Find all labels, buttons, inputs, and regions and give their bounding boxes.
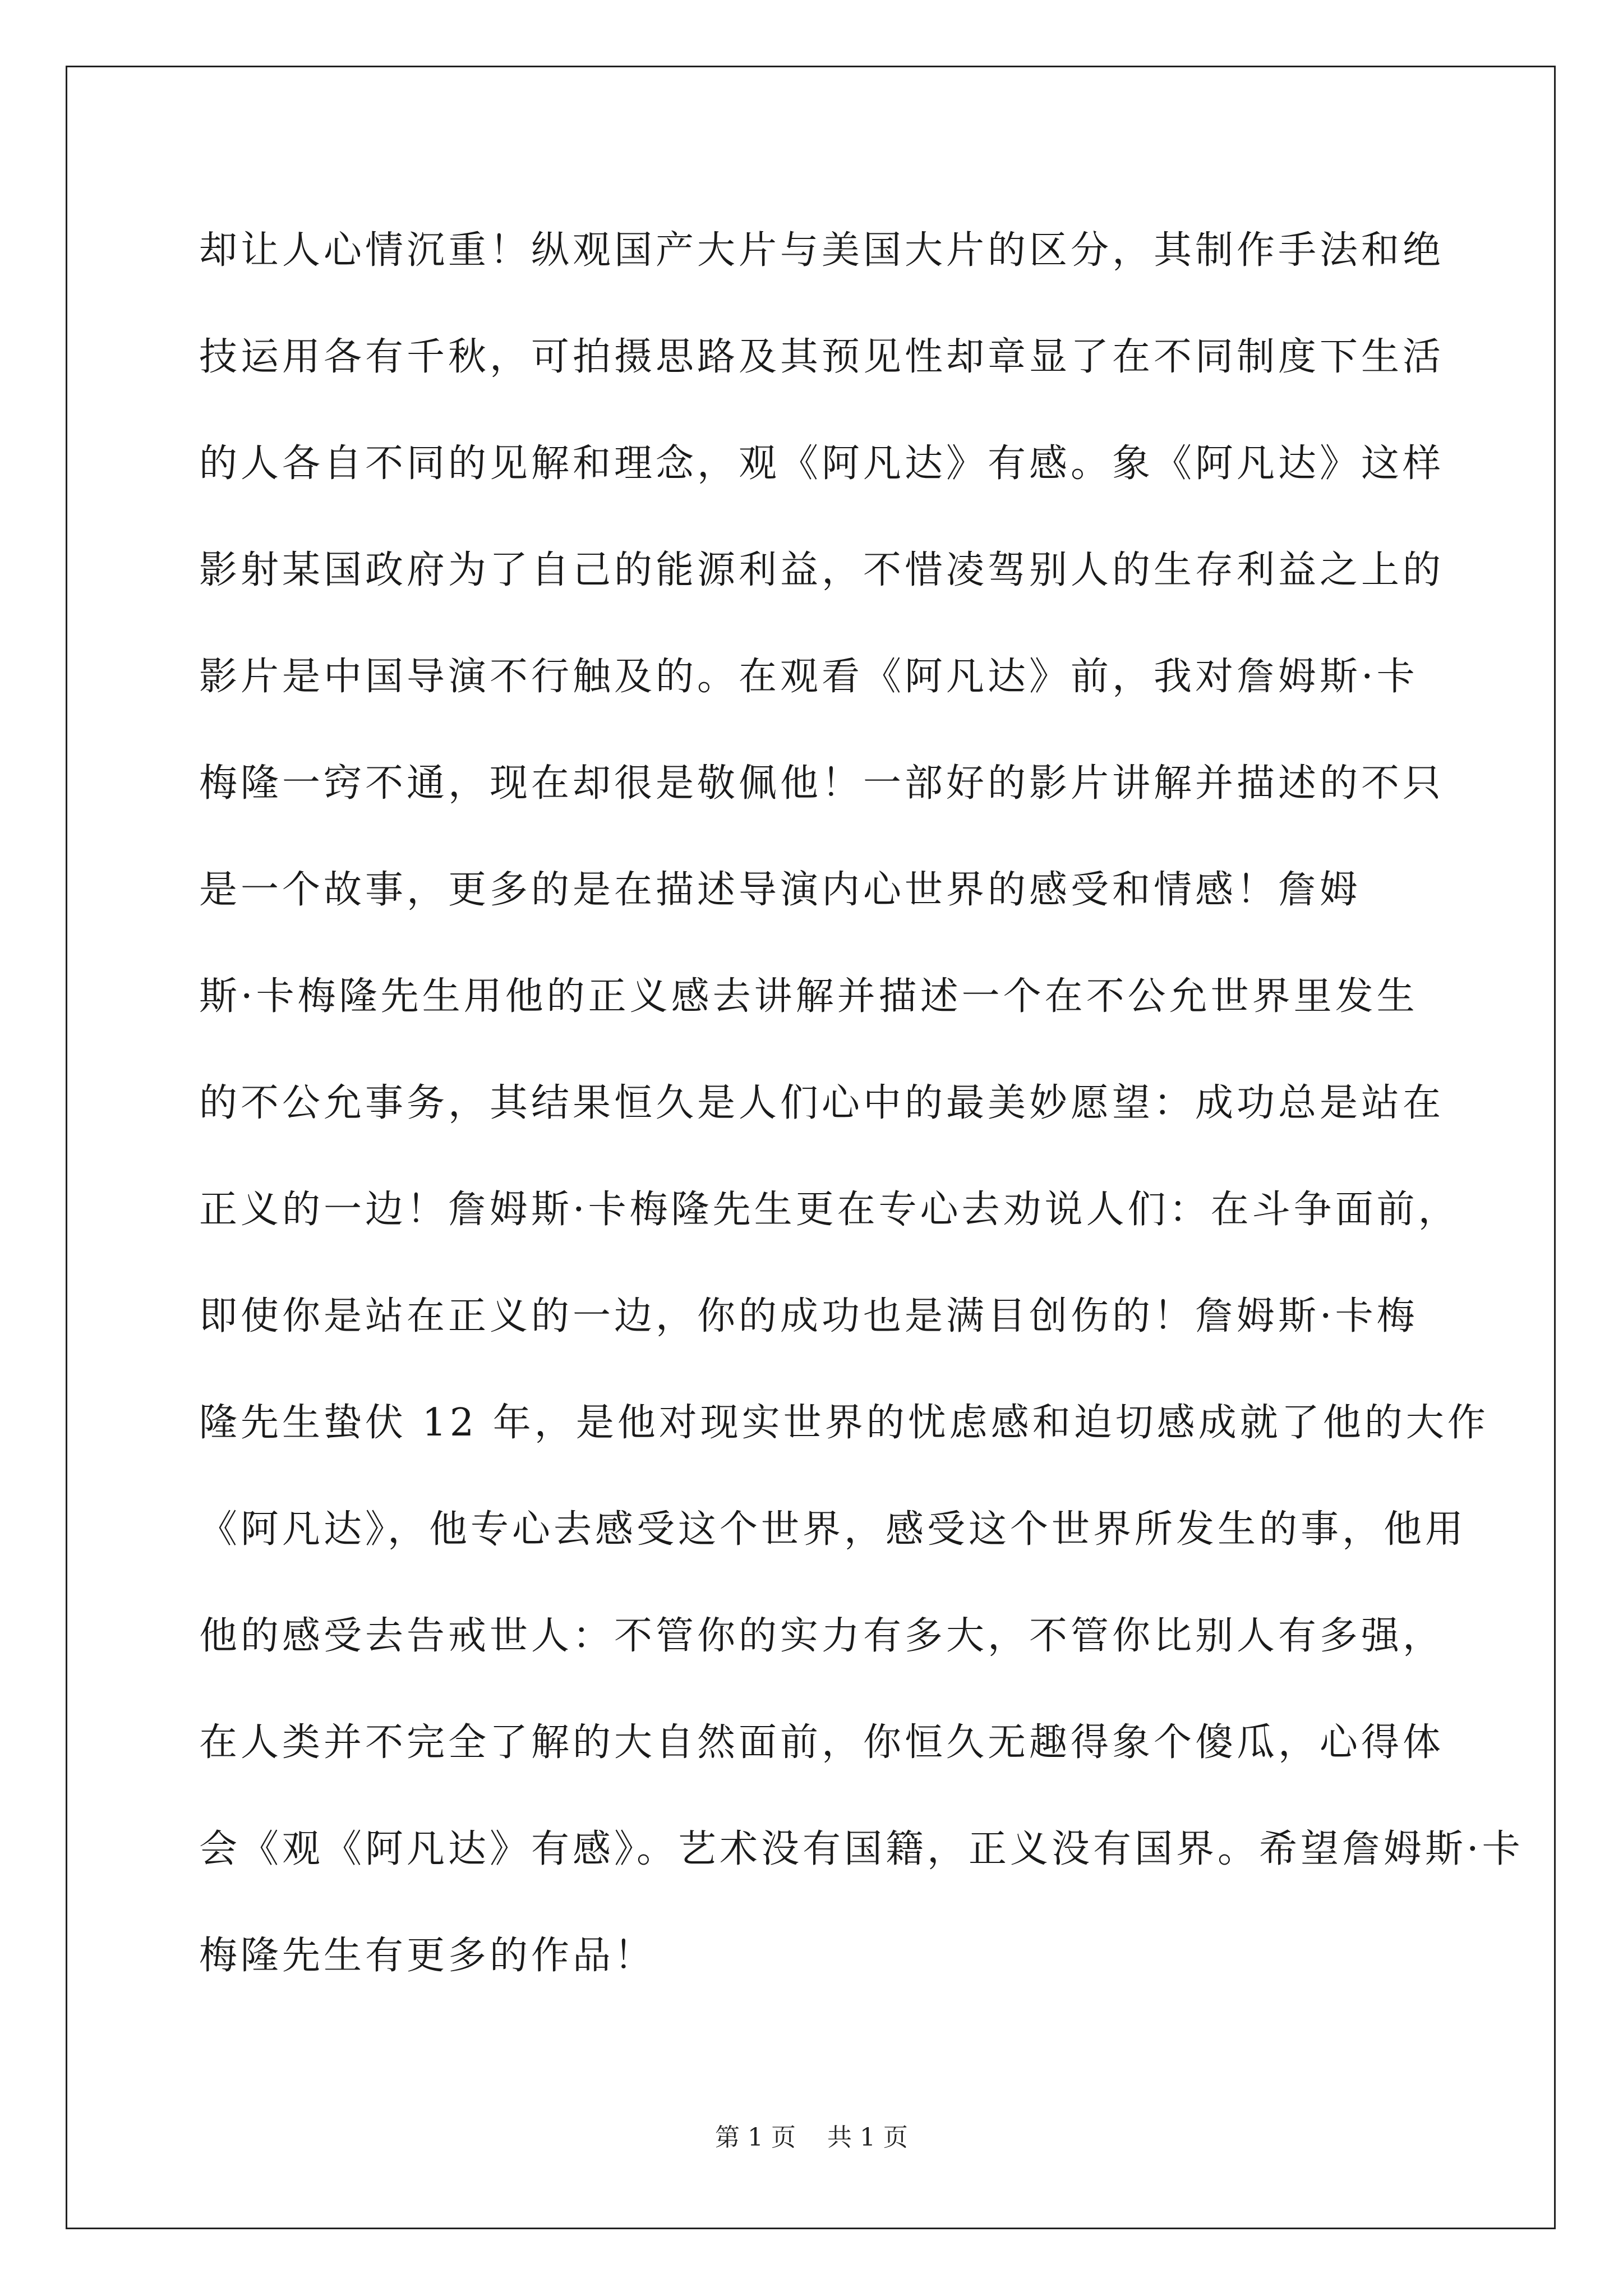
text-line: 会《观《阿凡达》有感》。艺术没有国籍，正义没有国界。希望詹姆斯·卡 — [199, 1827, 1524, 1871]
page-footer — [0, 2122, 1623, 2154]
text-line: 梅隆先生有更多的作品！ — [199, 1934, 656, 1978]
text-line: 却让人心情沉重！纵观国产大片与美国大片的区分，其制作手法和绝 — [199, 228, 1445, 273]
page-total: 共 1 页 — [827, 2123, 908, 2152]
text-line: 即使你是站在正义的一边，你的成功也是满目创伤的！詹姆斯·卡梅 — [199, 1294, 1418, 1338]
text-line: 是一个故事，更多的是在描述导演内心世界的感受和情感！詹姆 — [199, 868, 1362, 912]
text-line: 斯·卡梅隆先生用他的正义感去讲解并描述一个在不公允世界里发生 — [199, 974, 1418, 1019]
text-line: 技运用各有千秋，可拍摄思路及其预见性却章显了在不同制度下生活 — [199, 335, 1445, 379]
page-number: 第 1 页 — [715, 2123, 796, 2152]
text-line: 他的感受去告戒世人：不管你的实力有多大，不管你比别人有多强， — [199, 1614, 1445, 1658]
text-line: 的不公允事务，其结果恒久是人们心中的最美妙愿望：成功总是站在 — [199, 1081, 1445, 1125]
text-line: 在人类并不完全了解的大自然面前，你恒久无趣得象个傻瓜，心得体 — [199, 1720, 1445, 1765]
text-line: 影射某国政府为了自己的能源利益，不惜凌驾别人的生存利益之上的 — [199, 548, 1445, 592]
text-line: 隆先生蛰伏 12 年，是他对现实世界的忧虑感和迫切感成就了他的大作 — [199, 1401, 1489, 1445]
text-line: 影片是中国导演不行触及的。在观看《阿凡达》前，我对詹姆斯·卡 — [199, 655, 1418, 699]
document-body — [199, 209, 1524, 2021]
text-line: 正义的一边！詹姆斯·卡梅隆先生更在专心去劝说人们：在斗争面前， — [199, 1188, 1460, 1232]
text-line: 梅隆一窍不通，现在却很是敬佩他！一部好的影片讲解并描述的不只 — [199, 761, 1445, 806]
text-line: 《阿凡达》，他专心去感受这个世界，感受这个世界所发生的事，他用 — [199, 1507, 1467, 1552]
text-line: 的人各自不同的见解和理念，观《阿凡达》有感。象《阿凡达》这样 — [199, 441, 1445, 486]
